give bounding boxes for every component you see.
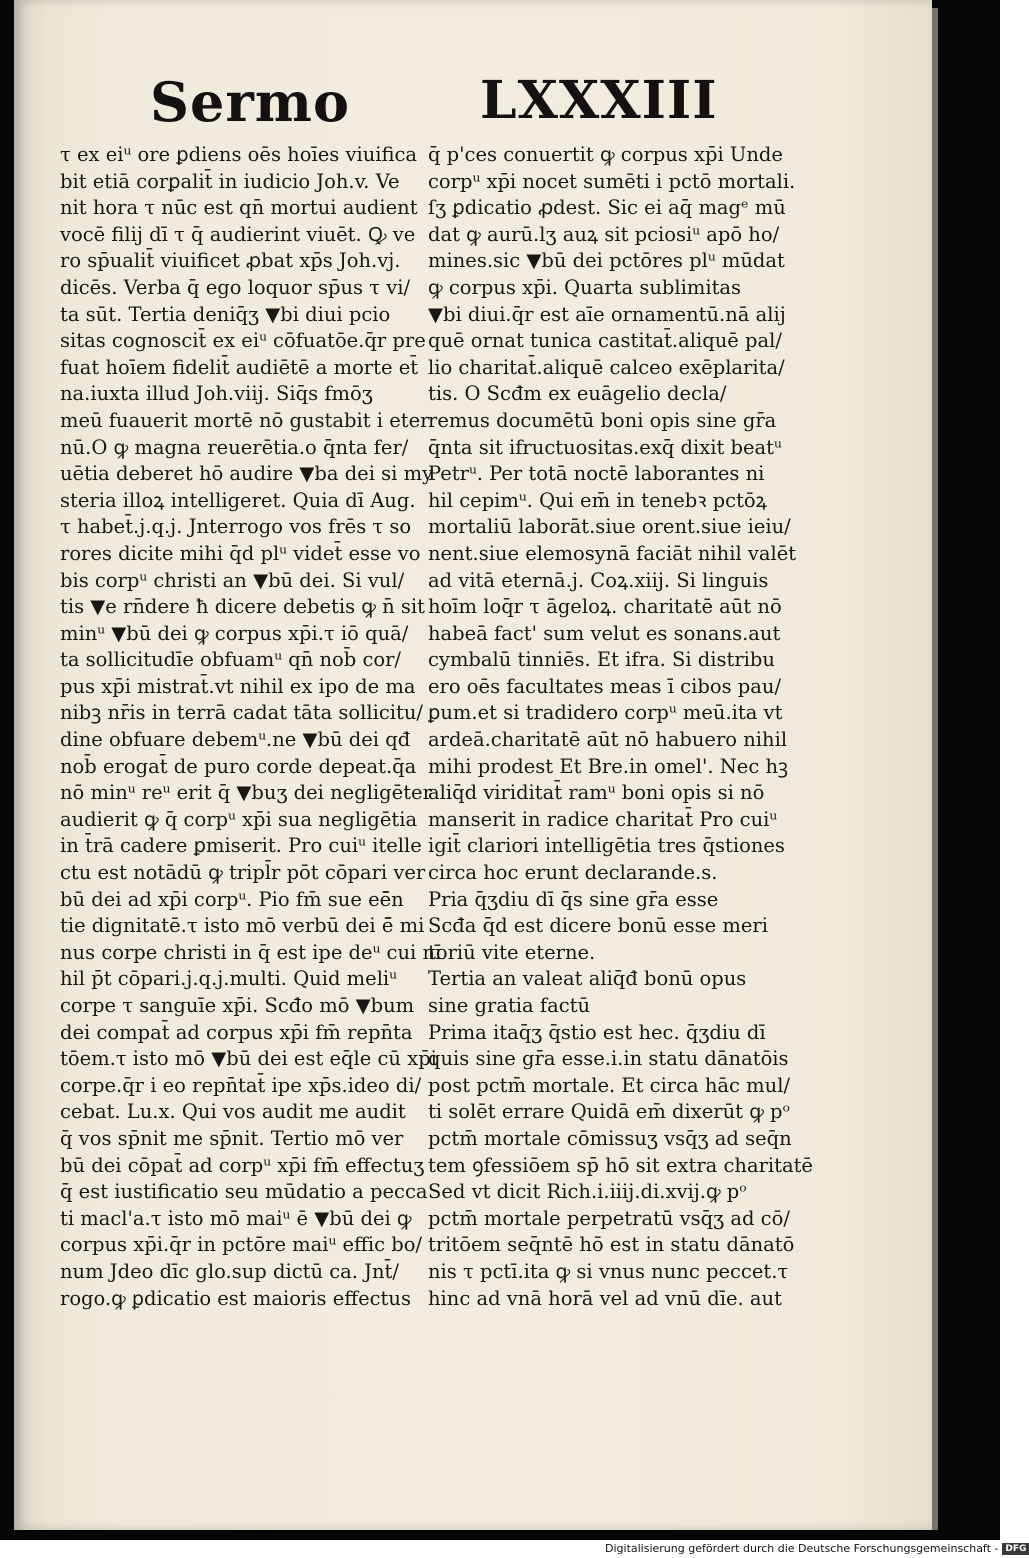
footer-text: Digitalisierung gefördert durch die Deutsche Forschungsgemeinschaft - (605, 1542, 999, 1555)
text-line: ta sūt. Tertia deniq̄ʒ ▼bi diui pcio (60, 302, 391, 326)
text-line: dei compat̄ ad corpus xp̄i fm̄ repn̄ta (60, 1020, 413, 1044)
text-line: post pctm̄ mortale. Et circa hāc mul/ (428, 1073, 791, 1097)
text-line: corpᵘ xp̄i nocet sumēti i pctō mortali. (428, 169, 796, 193)
text-line: q̄ est iustificatio seu mūdatio a pecca (60, 1180, 428, 1204)
text-line: bū dei ad xp̄i corpᵘ. Pio fm̄ sue eē̄n (60, 887, 404, 911)
text-line: remus documētū boni opis sine gr̄a (428, 408, 777, 432)
text-line: Sed vt dicit Rich.i.iiij.di.xvij.ꝙ pᵒ (428, 1180, 747, 1204)
text-line: dine obfuare debemᵘ.ne ▼bū dei qđ (60, 728, 411, 752)
text-line: nū.O ꝙ magna reuerētia.o q̄nta fer/ (60, 435, 409, 459)
text-line: rores dicite mihi q̄d plᵘ videt̄ esse vo (60, 541, 421, 565)
page-edge (932, 8, 938, 1530)
text-line: bis corpᵘ christi an ▼bū dei. Si vul/ (60, 568, 405, 592)
text-line: ardeā.charitatē aūt nō habuero nihil (428, 728, 788, 752)
text-line: q̄nta sit ifructuositas.exq̄ dixit beatᵘ (428, 435, 782, 459)
text-line: uētia deberet hō audire ▼ba dei si my (60, 462, 434, 486)
text-line: corpe τ sanguīe xp̄i. Scđo mō ▼bum (60, 994, 415, 1017)
text-line: ta sollicitudīe obfuamᵘ qn̄ nob̄ cor/ (60, 648, 401, 672)
text-line: ▼bi diui.q̄r est aīe ornamentū.nā alij (428, 302, 786, 326)
text-line: hinc ad vnā horā vel ad vnū dīe. aut (428, 1286, 782, 1310)
footer-credit (605, 1541, 1029, 1557)
text-line: tis. O Scđm ex euāgelio decla/ (428, 382, 727, 406)
text-line: circa hoc erunt declarande.s. (428, 861, 718, 885)
text-line: aliq̄d viriditat̄ ramᵘ boni opis si nō (428, 781, 765, 805)
text-line: nibꝫ nr̄is in terrā cadat tāta sollicitu/ (60, 701, 423, 725)
text-line: hoīm loq̄r τ āgeloꝝ. charitatē aūt nō (428, 595, 782, 619)
text-line: ſʒ ꝑdicatio ꝓdest. Sic ei aq̄ magᵉ mū (428, 196, 786, 220)
text-line: τ ex eiᵘ ore ꝑdiens oēs hoīes viuifica (60, 143, 418, 166)
text-line: q̄ p'ces conuertit ꝙ corpus xp̄i Unde (428, 143, 783, 166)
text-line: mortaliū laborāt.siue orent.siue ieiu/ (428, 515, 791, 539)
text-line: corpe.q̄r i eo repn̄tat̄ ipe xp̄s.ideo di/ (60, 1073, 422, 1097)
text-line: dicēs. Verba q̄ ego loquor sp̄us τ vi/ (60, 275, 411, 299)
text-line: tritōem seq̄ntē hō est in statu dānatō (428, 1233, 795, 1257)
text-line: sitas cognoscit̄ ex eiᵘ cōfuatōe.q̄r pre (60, 329, 426, 353)
text-line: mines.sic ▼bū dei pctōres plᵘ mūdat (428, 249, 785, 273)
text-line: dat ꝙ aurū.lʒ auꝝ sit pciosiᵘ apō ho/ (428, 222, 780, 246)
text-line: Tertia an valeat aliq̄đ bonū opus (428, 967, 747, 991)
text-line: meū fuauerit mortē nō gustabit i eter (60, 408, 430, 432)
text-line: Pria q̄ʒdiu dī q̄s sine gr̄a esse (428, 887, 719, 911)
text-line: manserit in radice charitat̄ Pro cuiᵘ (428, 807, 778, 831)
text-line: nus corpe christi in q̄ est ipe deᵘ cui nī (60, 940, 442, 964)
text-line: quē ornat tunica castitat̄.aliquē pal/ (428, 329, 782, 353)
text-line: Petrᵘ. Per totā noctē laborantes ni (428, 462, 765, 486)
text-line: cymbalū tinniēs. Et ifra. Si distribu (428, 648, 775, 672)
text-line: τ habet̄.j.q.j. Jnterrogo vos frēs τ so (60, 515, 412, 539)
text-line: ꝑum.et si tradidero corpᵘ meū.ita vt (428, 701, 783, 725)
text-line: pctm̄ mortale perpetratū vsq̄ʒ ad cō/ (428, 1206, 790, 1230)
text-line: igit̄ clariori intelligētia tres q̄stiones (428, 834, 785, 858)
text-line: nis τ pctī.ita ꝙ si vnus nunc peccet.τ (428, 1259, 789, 1283)
text-line: cebat. Lu.x. Qui vos audit me audit (60, 1100, 406, 1124)
header-roman-numeral: LXXXIII (480, 70, 718, 131)
text-line: corpus xp̄i.q̄r in pctōre maiᵘ effic bo/ (60, 1233, 423, 1257)
text-line: bū dei cōpat̄ ad corpᵘ xp̄i fm̄ effectuʒ (60, 1153, 425, 1177)
dfg-logo: DFG (1002, 1543, 1029, 1555)
text-line: tōem.τ isto mō ▼bū dei est eq̄le cū xp̄i (60, 1047, 437, 1071)
text-line: hil p̄t cōpari.j.q.j.multi. Quid meliᵘ (60, 967, 397, 991)
text-line: pctm̄ mortale cōmissuʒ vsq̄ʒ ad seq̄n (428, 1126, 792, 1150)
left-text-column (60, 142, 442, 1312)
text-line: tem ꝯfessiōem sp̄ hō sit extra charitatē (428, 1153, 813, 1177)
text-line: ti solēt errare Quidā em̄ dixerūt ꝙ pᵒ (428, 1100, 791, 1124)
text-line: Scđa q̄d est dicere bonū esse meri (428, 914, 768, 938)
text-line: q̄ vos sp̄nit me sp̄nit. Tertio mō ver (60, 1126, 404, 1150)
text-line: mihi prodest Et Bre.in omel'. Nec hꝫ (428, 754, 788, 778)
text-line: vocē filij dī τ q̄ audierint viuēt. Ꝙ ve (60, 222, 416, 246)
text-line: ero oēs facultates meas ī cibos pau/ (428, 674, 782, 698)
text-line: nit hora τ nūc est qn̄ mortui audient (60, 196, 418, 220)
text-line: pus xp̄i mistrat̄.vt nihil ex ipo de ma (60, 674, 416, 698)
header-title: Sermo (150, 70, 350, 134)
text-line: nent.siue elemosynā faciāt nihil valēt (428, 541, 797, 565)
text-line: lio charitat̄.aliquē calceo exēplarita/ (428, 355, 785, 379)
text-line: rogo.ꝙ ꝑdicatio est maioris effectus (60, 1286, 411, 1310)
text-line: quis sine gr̄a esse.i.in statu dānatōis (428, 1047, 789, 1071)
text-line: fuat hoīem fidelit̄ audiētē a morte et̄ (60, 355, 419, 379)
text-line: ad vitā eternā.j. Coꝝ.xiij. Si linguis (428, 568, 769, 592)
text-line: nō minᵘ reᵘ erit q̄ ▼buʒ dei negligēter (60, 781, 432, 805)
text-line: bit etiā corꝑalit̄ in iudicio Joh.v. Ve (60, 169, 400, 193)
text-line: tie dignitatē.τ isto mō verbū dei ē̄ mi (60, 914, 425, 938)
text-line: ti macl'a.τ isto mō maiᵘ ē ▼bū dei ꝙ (60, 1206, 412, 1230)
text-line: sine gratia factū (428, 994, 591, 1017)
text-line: num Jdeo dīc glo.sup dictū ca. Jnt̄/ (60, 1259, 399, 1283)
text-line: na.iuxta illud Joh.viij. Siq̄s fmōʒ (60, 382, 373, 406)
text-line: tis ▼e rn̄dere ħ dicere debetis ꝙ n̄ sit (60, 595, 425, 619)
text-line: ctu est notādū ꝙ tripl̄r pōt cōpari ver (60, 861, 426, 885)
text-line: nob̄ erogat̄ de puro corde depeat.q̄a (60, 754, 417, 778)
text-line: in t̄rā cadere ꝑmiserit. Pro cuiᵘ itelle (60, 834, 422, 858)
text-line: minᵘ ▼bū dei ꝙ corpus xp̄i.τ iō quā/ (60, 621, 409, 645)
text-line: ꝙ corpus xp̄i. Quarta sublimitas (428, 275, 742, 299)
text-line: Prima itaq̄ʒ q̄stio est hec. q̄ʒdiu dī (428, 1020, 766, 1044)
text-line: steria illoꝝ intelligeret. Quia dī Aug. (60, 488, 416, 512)
text-line: ro sp̄ualit̄ viuificet ꝓbat xp̄s Joh.vj. (60, 249, 401, 273)
right-text-column (428, 142, 813, 1312)
text-line: toriū vite eterne. (428, 940, 596, 964)
text-line: hil cepimᵘ. Qui em̄ in tenebꝛ pctōꝝ (428, 488, 767, 512)
page-header (150, 70, 718, 140)
text-line: habeā fact' sum velut es sonans.aut (428, 621, 781, 645)
text-line: audierit ꝙ q̄ corpᵘ xp̄i sua negligētia (60, 807, 418, 831)
